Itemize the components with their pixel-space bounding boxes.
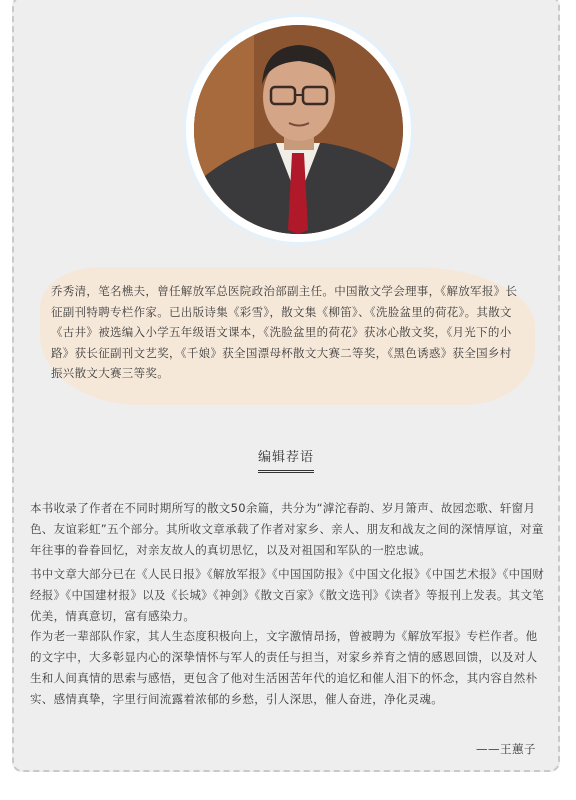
section-title (0, 446, 572, 473)
avatar-frame (186, 17, 411, 242)
recommendation-paragraph-2: 书中文章大部分已在《人民日报》《解放军报》《中国国防报》《中国文化报》《中国艺术报》《中国财经报》《中国建材报》以及《长城》《神剑》《散文百家》《散文选刊》《读者》等报刊上发表。其文笔优美，情真意切，富有感染力。 (30, 567, 545, 623)
author-bio: 乔秀清，笔名樵夫，曾任解放军总医院政治部副主任。中国散文学会理事，《解放军报》长征副刊特聘专栏作家。已出版诗集《彩雪》，散文集《柳笛》、《洗脸盆里的荷花》。其散文《古井》被选编入小学五年级语文课本，《洗脸盆里的荷花》获冰心散文奖，《月光下的小路》获长征副刊文艺奖，《千娘》获全国漂母杯散文大赛二等奖，《黑色诱惑》获全国乡村振兴散文大赛三等奖。 (51, 284, 518, 380)
recommendation-paragraph-3: 作为老一辈部队作家，其人生态度积极向上，文字激情昂扬，曾被聘为《解放军报》专栏作者。他的文字中，大多彰显内心的深挚情怀与军人的责任与担当，对家乡养育之情的感恩回馈，以及对人生和人间真情的思索与感悟，更包含了他对生活困苦年代的追忆和催人泪下的怀念，其内容自然朴实、感情真挚，字里行间流露着浓郁的乡愁，引人深思，催人奋进，净化灵魂。 (30, 629, 538, 706)
recommendation-paragraph-1: 本书收录了作者在不同时期所写的散文50余篇，共分为“滹沱春韵、岁月箫声、故园恋歌、轩窗月色、友谊彩虹”五个部分。其所收文章承载了作者对家乡、亲人、朋友和战友之间的深情厚谊，对童年往事的眷眷回忆，对亲友故人的真切思忆，以及对祖国和军队的一腔忠诚。 (30, 501, 544, 557)
editor-signature: ——王蕙子 (476, 742, 536, 756)
author-portrait-illustration (194, 25, 403, 234)
author-photo (194, 25, 403, 234)
section-title-text: 编辑荐语 (258, 446, 314, 473)
